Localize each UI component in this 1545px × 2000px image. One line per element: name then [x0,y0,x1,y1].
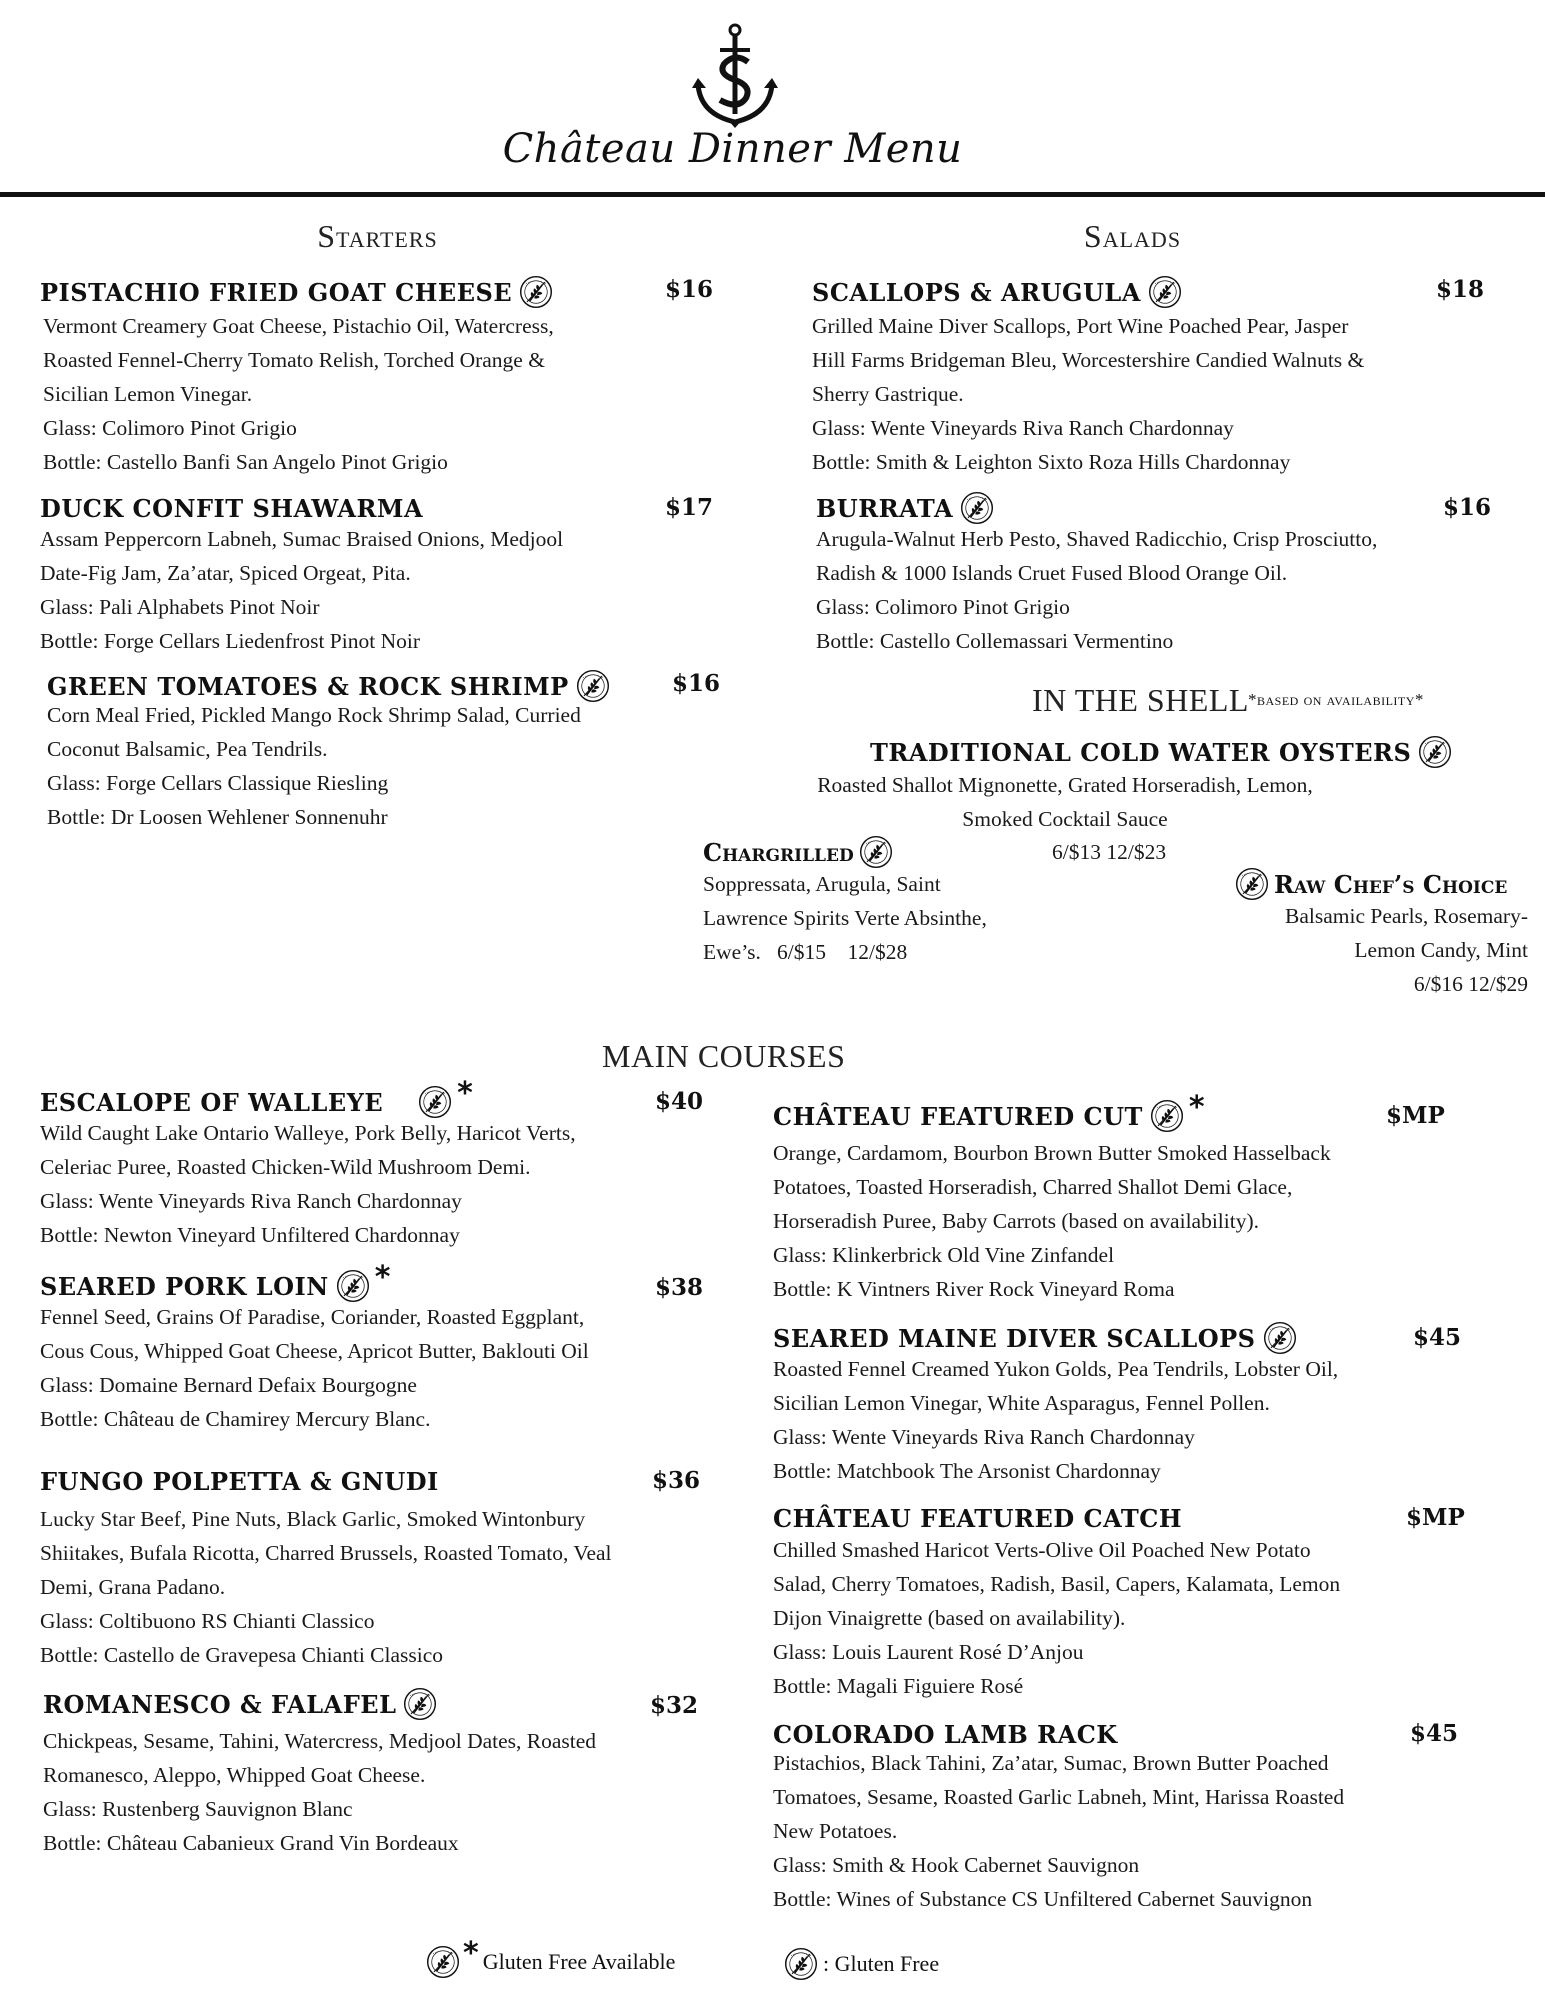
item-name-fungo-polpetta: FUNGO POLPETTA & GNUDI [40,1467,439,1496]
item-description: Vermont Creamery Goat Cheese, Pistachio Oil, Watercress, Roasted Fennel-Cherry Tomato Relish, Torched Orange & Sicilian Lemon Vinegar. Glass: Colimoro Pinot Grigio Bottle: Castello Banfi San Angelo Pinot Grigio [43,314,554,474]
item-name-oysters: TRADITIONAL COLD WATER OYSTERS [870,734,1453,770]
item-description: Assam Peppercorn Labneh, Sumac Braised Onions, Medjool Date-Fig Jam, Za’atar, Spiced Orgeat, Pita. Glass: Pali Alphabets Pinot Noir Bottle: Forge Cellars Liedenfrost Pinot Noir [40,527,564,653]
item-description: Soppressata, Arugula, Saint Lawrence Spirits Verte Absinthe, Ewe’s. 6/$15 12/$28 [703,872,987,964]
item-name-diver-scallops: SEARED MAINE DIVER SCALLOPS [773,1320,1298,1356]
item-description: Roasted Shallot Mignonette, Grated Horseradish, Lemon, Smoked Cocktail Sauce [817,773,1313,831]
availability-note: *based on availability* [1248,690,1424,709]
item-price: $40 [655,1088,704,1115]
item-name-duck-confit: DUCK CONFIT SHAWARMA [40,494,424,523]
gluten-free-icon [783,1946,819,1982]
item-price: $16 [1443,494,1492,521]
gluten-free-available-star: * [374,1260,391,1295]
gluten-free-icon [1262,1320,1298,1356]
item-name-pork-loin: SEARED PORK LOIN * [40,1268,391,1304]
item-price: $45 [1413,1324,1462,1351]
section-title-in-the-shell: IN THE SHELL [1032,682,1249,718]
item-price: $32 [650,1692,699,1719]
item-description: Pistachios, Black Tahini, Za’atar, Sumac, Brown Butter Poached Tomatoes, Sesame, Roasted Garlic Labneh, Mint, Harissa Roasted New Potatoes. Glass: Smith & Hook Cabernet Sauvignon Bottle: Wines of Substance CS Unfiltered Cabernet Sauvignon [773,1751,1345,1911]
gluten-free-icon [1149,1098,1185,1134]
item-name-raw-chefs-choice: Raw Chef’s Choice [1234,866,1507,902]
item-name-scallops-arugula: SCALLOPS & ARUGULA [812,274,1183,310]
item-description: Chickpeas, Sesame, Tahini, Watercress, Medjool Dates, Roasted Romanesco, Aleppo, Whipped Goat Cheese. Glass: Rustenberg Sauvignon Blanc Bottle: Château Cabanieux Grand Vin Bordeaux [43,1729,597,1855]
legend-gluten-free: : Gluten Free [783,1946,939,1982]
item-name-lamb-rack: COLORADO LAMB RACK [773,1720,1118,1749]
legend-gluten-free-available: * Gluten Free Available [425,1944,675,1980]
item-name-chargrilled: Chargrilled [703,834,894,870]
item-price: $16 [665,276,714,303]
item-name-green-tomatoes: GREEN TOMATOES & ROCK SHRIMP [47,668,611,704]
anchor-logo-icon [690,22,780,132]
section-title-main-courses: MAIN COURSES [602,1038,846,1074]
oyster-price: 6/$13 12/$23 [1052,840,1167,864]
item-price: $16 [672,670,721,697]
item-description: Corn Meal Fried, Pickled Mango Rock Shrimp Salad, Curried Coconut Balsamic, Pea Tendrils. Glass: Forge Cellars Classique Riesling Bottle: Dr Loosen Wehlener Sonnenuhr [47,703,581,829]
item-name-burrata: BURRATA [816,490,995,526]
section-title-salads: Salads [1083,218,1182,254]
gluten-free-icon [959,490,995,526]
gluten-free-icon [1417,734,1453,770]
gluten-free-icon [417,1084,453,1120]
item-description: Orange, Cardamom, Bourbon Brown Butter Smoked Hasselback Potatoes, Toasted Horseradish, Charred Shallot Demi Glace, Horseradish Puree, Baby Carrots (based on availability). Glass: Klinkerbrick Old Vine Zinfandel Bottle: K Vintners River Rock Vineyard Roma [773,1141,1331,1301]
item-description: Balsamic Pearls, Rosemary- Lemon Candy, Mint 6/$16 12/$29 [1284,904,1528,996]
gluten-free-icon [1147,274,1183,310]
item-description: Wild Caught Lake Ontario Walleye, Pork Belly, Haricot Verts, Celeriac Puree, Roasted Chicken-Wild Mushroom Demi. Glass: Wente Vineyards Riva Ranch Chardonnay Bottle: Newton Vineyard Unfiltered Chardonnay [40,1121,576,1247]
item-name-romanesco-falafel: ROMANESCO & FALAFEL [43,1686,438,1722]
gluten-free-icon [402,1686,438,1722]
item-description: Grilled Maine Diver Scallops, Port Wine Poached Pear, Jasper Hill Farms Bridgeman Bleu, Worcestershire Candied Walnuts & Sherry Gastrique. Glass: Wente Vineyards Riva Ranch Chardonnay Bottle: Smith & Leighton Sixto Roza Hills Chardonnay [812,314,1365,474]
gluten-free-icon [1234,866,1270,902]
gluten-free-icon [335,1268,371,1304]
item-price: $MP [1406,1504,1465,1531]
gluten-free-icon [518,274,554,310]
item-description: Lucky Star Beef, Pine Nuts, Black Garlic, Smoked Wintonbury Shiitakes, Bufala Ricotta, Charred Brussels, Roasted Tomato, Veal Demi, Grana Padano. Glass: Coltibuono RS Chianti Classico Bottle: Castello de Gravepesa Chianti Classico [40,1507,612,1667]
section-title-starters: Starters [317,218,438,254]
item-name-walleye: ESCALOPE OF WALLEYE * [40,1084,473,1120]
item-price: $36 [652,1467,701,1494]
item-description: Fennel Seed, Grains Of Paradise, Coriander, Roasted Eggplant, Cous Cous, Whipped Goat Cheese, Apricot Butter, Baklouti Oil Glass: Domaine Bernard Defaix Bourgogne Bottle: Château de Chamirey Mercury Blanc. [40,1305,589,1431]
header-divider [0,192,1545,197]
gluten-free-available-star: * [463,1936,479,1971]
item-description: Arugula-Walnut Herb Pesto, Shaved Radicchio, Crisp Prosciutto, Radish & 1000 Islands Cruet Fused Blood Orange Oil. Glass: Colimoro Pinot Grigio Bottle: Castello Collemassari Vermentino [816,527,1378,653]
gluten-free-available-star: * [457,1076,474,1111]
item-price: $MP [1386,1102,1445,1129]
item-price: $38 [655,1274,704,1301]
gluten-free-icon [858,834,894,870]
item-name-pistachio-goat-cheese: PISTACHIO FRIED GOAT CHEESE [40,274,554,310]
item-description: Chilled Smashed Haricot Verts-Olive Oil Poached New Potato Salad, Cherry Tomatoes, Radish, Basil, Capers, Kalamata, Lemon Dijon Vinaigrette (based on availability). Glass: Louis Laurent Rosé D’Anjou Bottle: Magali Figuiere Rosé [773,1538,1341,1698]
item-price: $45 [1410,1720,1459,1747]
gluten-free-icon [425,1944,461,1980]
item-description: Roasted Fennel Creamed Yukon Golds, Pea Tendrils, Lobster Oil, Sicilian Lemon Vinegar, White Asparagus, Fennel Pollen. Glass: Wente Vineyards Riva Ranch Chardonnay Bottle: Matchbook The Arsonist Chardonnay [773,1357,1339,1483]
item-name-featured-catch: CHÂTEAU FEATURED CATCH [773,1504,1183,1533]
gluten-free-available-star: * [1188,1090,1206,1125]
item-price: $18 [1436,276,1485,303]
item-name-featured-cut: CHÂTEAU FEATURED CUT * [773,1098,1205,1134]
item-price: $17 [665,494,714,521]
menu-title: Château Dinner Menu [502,126,963,172]
